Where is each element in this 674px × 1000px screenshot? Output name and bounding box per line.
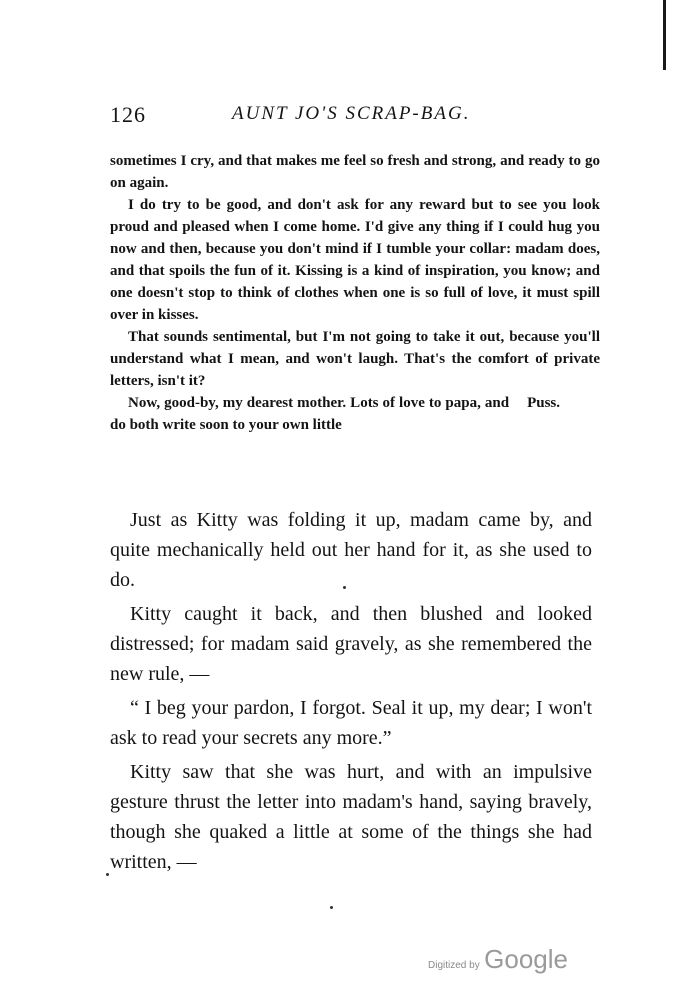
ink-speck [330,906,333,909]
narrative-paragraph: “ I beg your pardon, I forgot. Seal it up, my dear; I won't ask to read your secrets any more.” [110,697,592,749]
letter-paragraph: sometimes I cry, and that makes me feel so fresh and strong, and ready to go on again. [110,153,600,191]
running-title: AUNT JO'S SCRAP-BAG. [232,103,471,124]
ink-speck [343,586,346,589]
narrative-paragraph: Kitty saw that she was hurt, and with an impulsive gesture thrust the letter into madam's hand, saying bravely, though she quaked a little at some of the things she had written, — [110,761,592,873]
google-logo: Google [484,944,568,974]
narrative-paragraph: Kitty caught it back, and then blushed and looked distressed; for madam said gravely, as she remembered the new rule, — [110,603,592,685]
letter-closing [110,392,600,436]
letter-excerpt [110,150,600,436]
letter-signature: Puss. [527,395,560,411]
letter-paragraph: That sounds sentimental, but I'm not going to take it out, because you'll understand what I mean, and won't laugh. That's the comfort of private letters, isn't it? [110,329,600,389]
page-header [110,102,610,132]
digitized-watermark [428,944,568,975]
page-number: 126 [110,102,146,127]
letter-paragraph: I do try to be good, and don't ask for any reward but to see you look proud and pleased when I come home. I'd give any thing if I could hug you now and then, because you don't mind if I tumble your collar: madam does, and that spoils the fun of it. Kissing is a kind of inspiration, you know; and one doesn't stop to think of clothes when one is so full of love, it must spill over in kisses. [110,197,600,323]
letter-paragraph: Now, good-by, my dearest mother. Lots of love to papa, and do both write soon to your own little [110,395,510,433]
watermark-prefix: Digitized by [428,960,480,971]
ink-speck [106,873,109,876]
narrative-text [110,505,592,881]
page-edge-rule [663,0,666,70]
narrative-paragraph: Just as Kitty was folding it up, madam came by, and quite mechanically held out her hand for it, as she used to do. [110,509,592,591]
